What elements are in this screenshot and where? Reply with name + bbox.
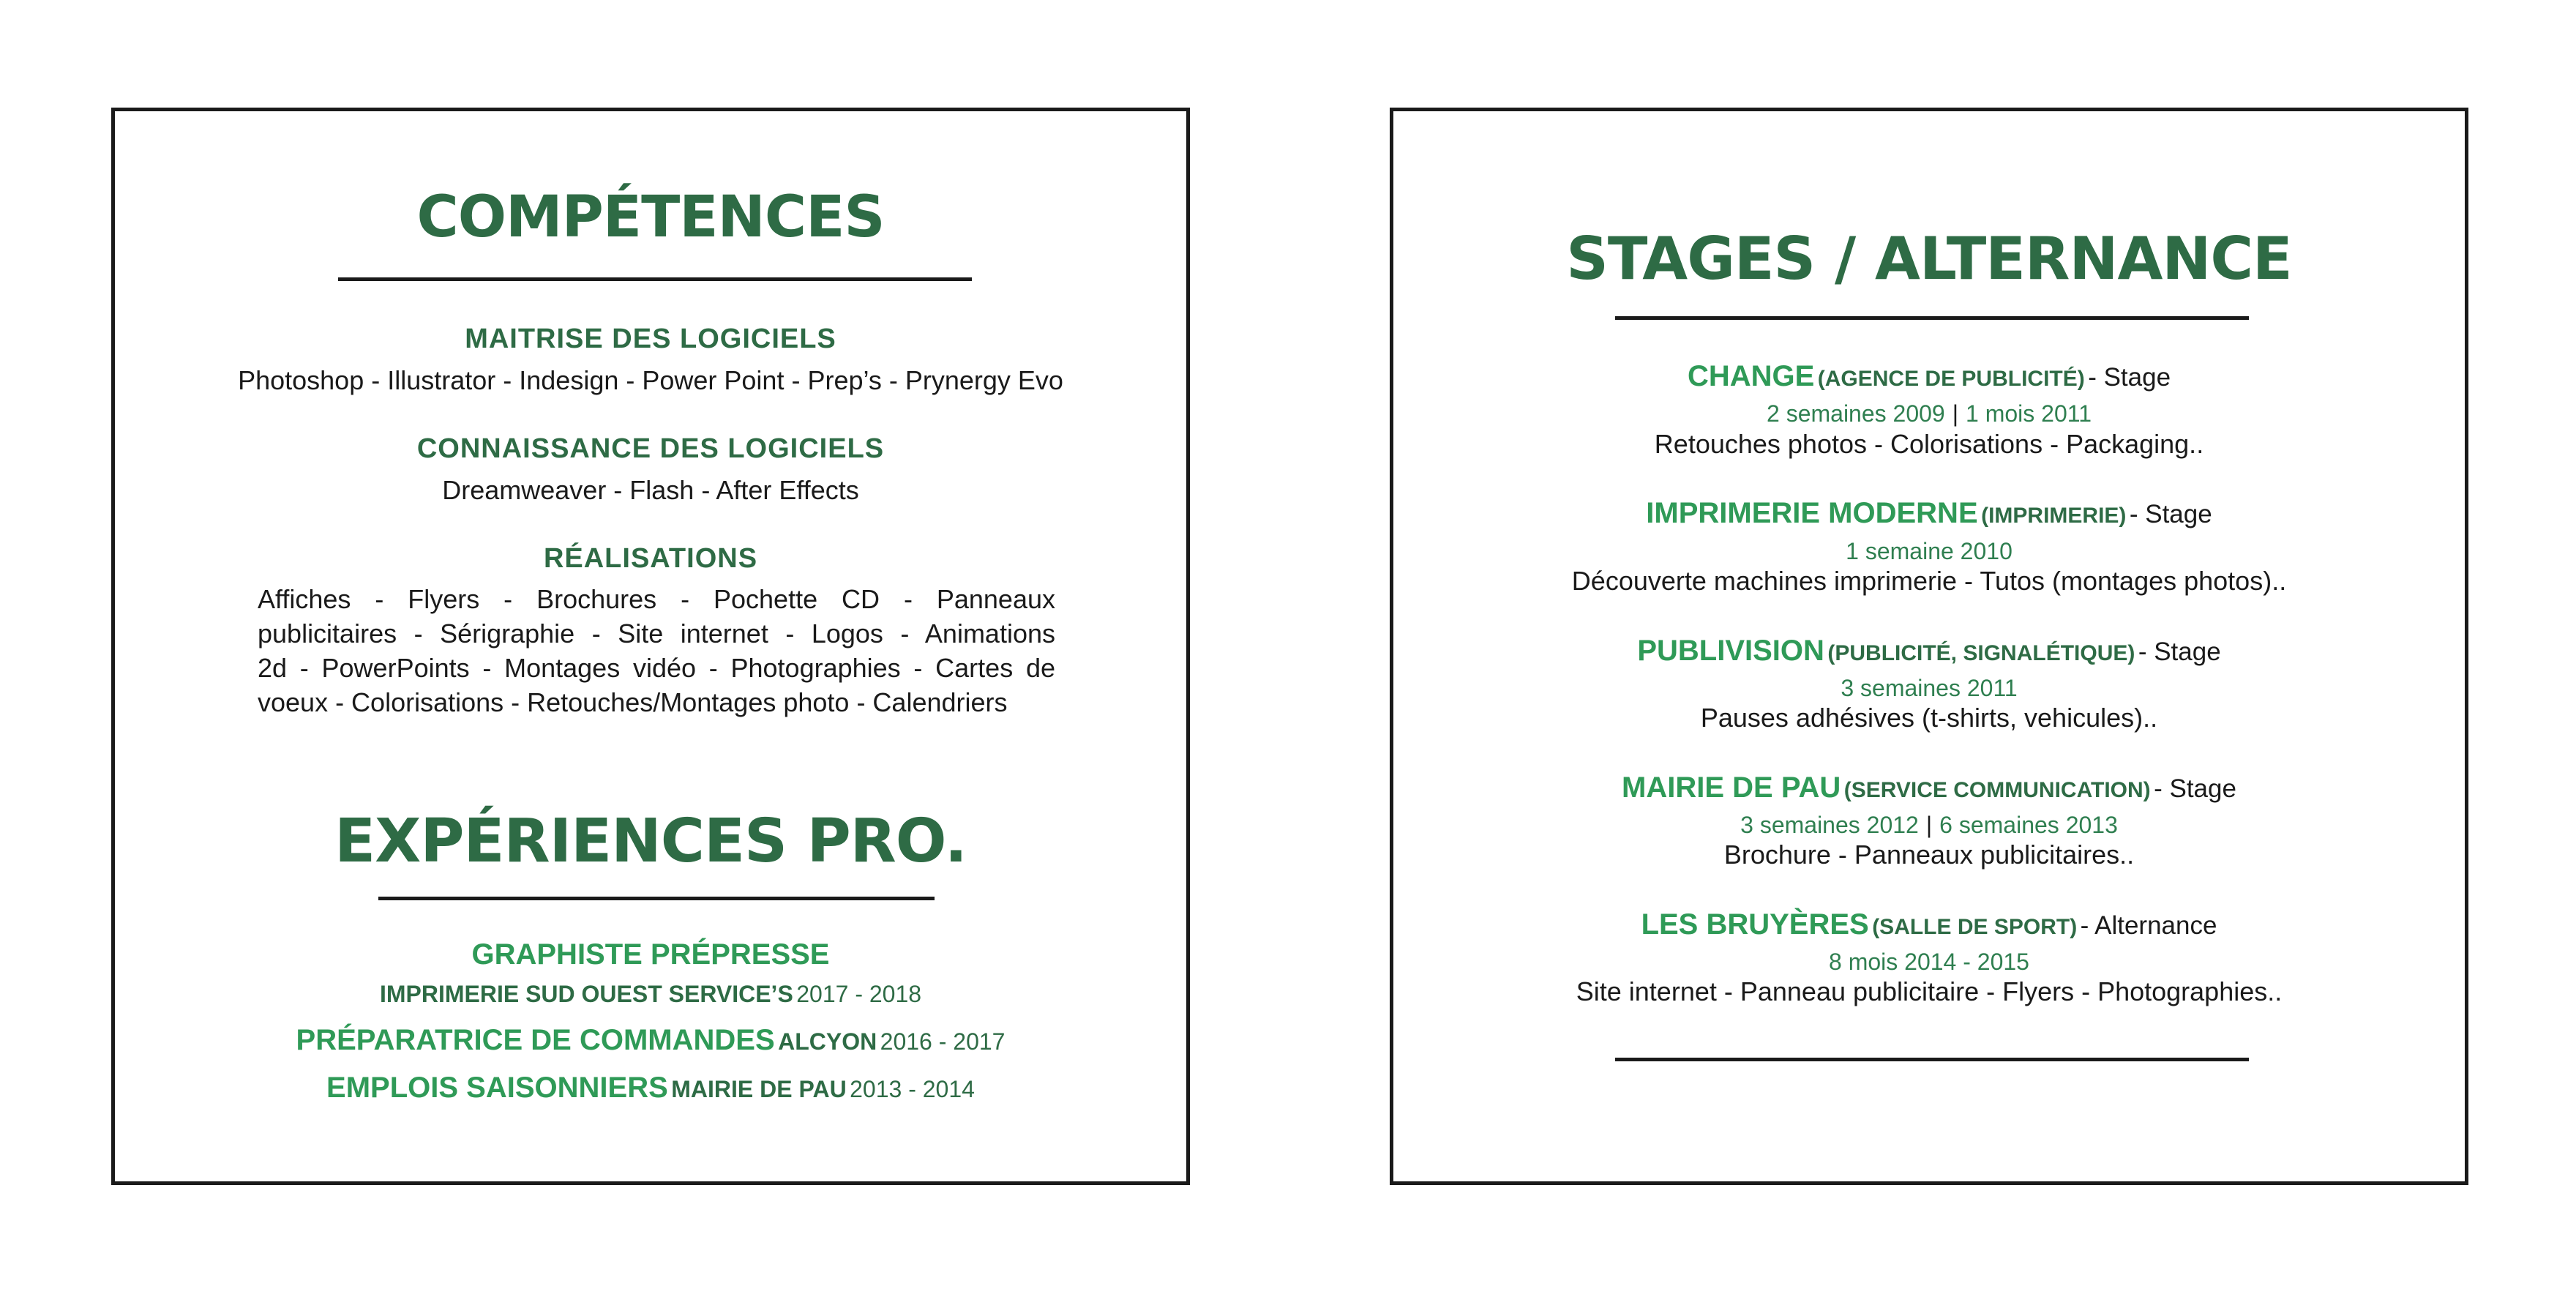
stage-date: 1 mois 2011 xyxy=(1966,400,2092,427)
experience-dates: 2016 - 2017 xyxy=(880,1028,1006,1055)
experience-item xyxy=(115,938,1186,971)
competences-title: COMPÉTENCES xyxy=(416,184,885,250)
skill-heading-connaissance: CONNAISSANCE DES LOGICIELS xyxy=(416,433,885,464)
realisations-text xyxy=(258,582,1055,719)
stage-description: Brochure - Panneaux publicitaires.. xyxy=(1723,840,2135,870)
stage-header xyxy=(1393,771,2465,804)
experience-company: ALCYON xyxy=(778,1028,877,1055)
stages-divider-bottom xyxy=(1615,1058,2249,1061)
experience-company: IMPRIMERIE SUD OUEST SERVICE’S xyxy=(379,981,793,1007)
stages-panel xyxy=(1390,108,2468,1185)
stage-date: 1 semaine 2010 xyxy=(1846,538,2012,564)
skill-text-connaissance: Dreamweaver - Flash - After Effects xyxy=(442,475,859,505)
stage-type: (PUBLICITÉ, SIGNALÉTIQUE) xyxy=(1827,641,2135,665)
stage-dates xyxy=(1393,538,2465,565)
date-separator: | xyxy=(1952,400,1959,427)
stage-header xyxy=(1393,908,2465,941)
stage-description: Site internet - Panneau publicitaire - Flyers - Photographies.. xyxy=(1576,976,2283,1006)
realisations-line: publicitaires - Sérigraphie - Site internet - Logos - Animations xyxy=(258,618,1055,648)
competences-panel xyxy=(111,108,1190,1185)
experience-title: PRÉPARATRICE DE COMMANDES xyxy=(296,1024,775,1056)
stage-kind: - Stage xyxy=(2138,638,2221,666)
stage-kind: - Stage xyxy=(2154,774,2236,803)
stage-description: Découverte machines imprimerie - Tutos (montages photos).. xyxy=(1571,566,2287,596)
competences-divider xyxy=(338,277,972,281)
stage-header xyxy=(1393,360,2465,393)
stage-type: (IMPRIMERIE) xyxy=(1981,504,2127,528)
stage-kind: - Stage xyxy=(2088,363,2171,392)
date-separator: | xyxy=(1925,812,1933,838)
stage-date: 6 semaines 2013 xyxy=(1939,812,2118,838)
stage-dates xyxy=(1393,812,2465,839)
experiences-divider xyxy=(378,897,935,900)
experience-item xyxy=(115,1072,1186,1104)
experience-item xyxy=(115,981,1186,1008)
stage-type: (AGENCE DE PUBLICITÉ) xyxy=(1817,367,2085,391)
stage-company: CHANGE xyxy=(1687,360,1815,392)
realisations-line: Affiches - Flyers - Brochures - Pochette CD - Panneaux xyxy=(258,584,1055,614)
stage-company: MAIRIE DE PAU xyxy=(1622,771,1841,804)
stage-date: 3 semaines 2011 xyxy=(1841,675,2018,701)
stage-date: 3 semaines 2012 xyxy=(1740,812,1919,838)
experience-dates: 2017 - 2018 xyxy=(796,981,922,1007)
experience-title: EMPLOIS SAISONNIERS xyxy=(326,1072,668,1104)
experience-item xyxy=(115,1024,1186,1057)
skill-text-maitrise: Photoshop - Illustrator - Indesign - Power Point - Prep’s - Prynergy Evo xyxy=(238,365,1063,395)
realisations-line: 2d - PowerPoints - Montages vidéo - Photographies - Cartes de xyxy=(258,653,1055,683)
stage-kind: - Alternance xyxy=(2080,911,2217,940)
stage-date: 2 semaines 2009 xyxy=(1767,400,1945,427)
experiences-title: EXPÉRIENCES PRO. xyxy=(334,807,967,876)
stage-company: PUBLIVISION xyxy=(1637,635,1824,667)
experience-title: GRAPHISTE PRÉPRESSE xyxy=(471,938,830,971)
realisations-heading: RÉALISATIONS xyxy=(543,543,758,574)
stage-dates xyxy=(1393,675,2465,702)
stage-company: LES BRUYÈRES xyxy=(1641,908,1869,941)
skill-heading-maitrise: MAITRISE DES LOGICIELS xyxy=(465,324,836,354)
stage-header xyxy=(1393,635,2465,668)
stage-description: Retouches photos - Colorisations - Packaging.. xyxy=(1654,429,2204,459)
stage-kind: - Stage xyxy=(2129,500,2212,528)
stage-type: (SERVICE COMMUNICATION) xyxy=(1843,778,2151,802)
realisations-line: voeux - Colorisations - Retouches/Montages photo - Calendriers xyxy=(258,687,1008,717)
stages-title: STAGES / ALTERNANCE xyxy=(1566,225,2292,293)
stage-type: (SALLE DE SPORT) xyxy=(1872,915,2078,939)
stage-dates xyxy=(1393,949,2465,976)
stage-header xyxy=(1393,497,2465,530)
stage-date: 8 mois 2014 - 2015 xyxy=(1829,949,2029,975)
stage-company: IMPRIMERIE MODERNE xyxy=(1646,497,1978,529)
stage-description: Pauses adhésives (t-shirts, vehicules).. xyxy=(1700,703,2158,733)
experience-company: MAIRIE DE PAU xyxy=(671,1076,847,1102)
stage-dates xyxy=(1393,400,2465,427)
experience-dates: 2013 - 2014 xyxy=(850,1076,975,1102)
stages-divider-top xyxy=(1615,316,2249,320)
